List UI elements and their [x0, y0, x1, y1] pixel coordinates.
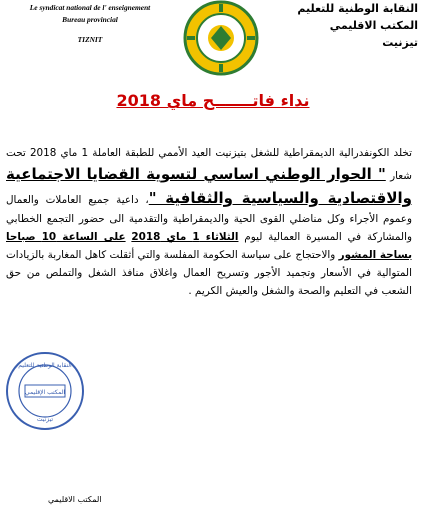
stamp-bottom-text: تيزنيت	[36, 416, 54, 423]
header-french-line3: TIZNIT	[77, 35, 103, 44]
official-stamp	[4, 350, 86, 436]
header-arabic-line2: المكتب الاقليمي	[329, 19, 418, 32]
page-title: نداء فاتـــــــح ماي 2018	[116, 91, 310, 110]
body-paragraph	[6, 144, 412, 300]
header-arabic	[268, 0, 418, 51]
body-text	[6, 144, 412, 300]
cdt-logo	[183, 0, 259, 80]
stamp-center-text: المكتب الإقليمي	[24, 389, 66, 396]
header-arabic-line3: تيزنيت	[382, 36, 418, 49]
event-time-place: على الساعة 10 صباحا بساحة المشور	[6, 231, 412, 261]
body-protest: والاحتجاج على سياسة الحكومة المفلسة والتي أثقلت كاهل المغاربة بالزيادات المتوالية في الأسعار وتجميد الأجور وتسريح العمال واغلاق منافذ الشغل والتملص من حق الشعب في التعليم والصحة والشغل والعيش الكريم .	[6, 249, 412, 297]
header-french-line1: Le syndicat national de l' enseignement	[29, 3, 151, 12]
header-french-line2: Bureau provincial	[62, 15, 118, 24]
stamp-top-text: النقابة الوطنية للتعليم	[18, 362, 72, 369]
header-french	[10, 2, 170, 46]
body-intro: تخلد الكونفدرالية الديمقراطية للشغل بتيزنيت العيد الأممي للطبقة العاملة 1 ماي 2018 تحت شعار	[6, 147, 412, 182]
header-arabic-line1: النقابة الوطنية للتعليم	[297, 2, 418, 15]
event-date: الثلاثاء 1 ماي 2018	[131, 231, 239, 243]
slogan: " الحوار الوطني اساسي لتسوية القضايا الاجتماعية والاقتصادية والسياسية والثقافية "	[6, 165, 412, 207]
body-call: ، داعية جميع العاملات والعمال وعموم الأجراء وكل مناضلي القوى الحية والديمقراطية والتقدمية الى حضور التجمع الخطابي والمشاركة في المسيرة العمالية ليوم	[6, 194, 412, 243]
signature: المكتب الاقليمي	[48, 495, 102, 504]
